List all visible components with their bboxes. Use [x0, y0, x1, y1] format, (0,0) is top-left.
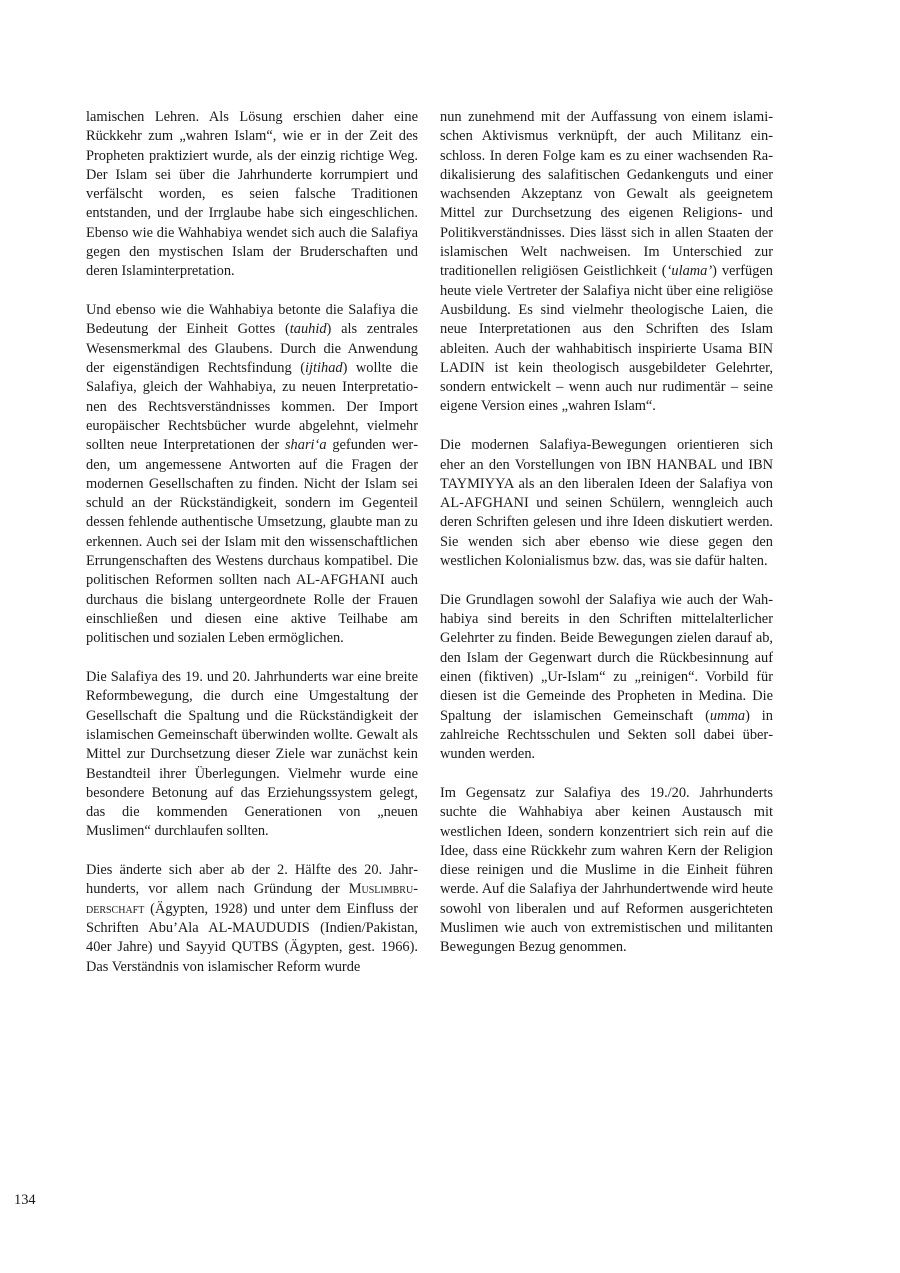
- left-paragraph-4: [86, 861, 418, 977]
- left-paragraph-1: lamischen Lehren. Als Lösung erschien daher eine Rückkehr zum „wahren Islam“, wie er in der Zeit des Propheten praktiziert wurde, als der einzig richtige Weg. Der Islam sei über die Jahrhunderte korrumpiert und verfälscht worden, es seien falsche Traditionen entstanden, und der Irrglaube habe sich eingeschlichen. Ebenso wie die Wahhabiya wendet sich auch die Salafiya gegen den mystischen Islam der Bruderschaften und deren Islaminterpretation.: [86, 109, 418, 280]
- term-sharia: shari‘a: [284, 437, 327, 454]
- left-column: [86, 108, 418, 996]
- right-paragraph-1: [440, 108, 773, 417]
- page-number: 134: [14, 1192, 36, 1208]
- right-column: [440, 108, 773, 977]
- left-paragraph-2: [86, 301, 418, 648]
- right-paragraph-2: Die modernen Salafiya-Bewegungen orientieren sich eher an den Vorstellungen von IBN HANBAL und IBN TAYMIYYA als an den liberalen Ideen der Salafiya von AL-AFGHANI und seinen Schülern, wenngleich auch deren Schriften gelesen und ihre Ideen diskutiert werden. Sie wenden sich aber ebenso wie diese gegen den westlichen Kolonialismus bzw. das, was sie dafür halten.: [440, 437, 773, 570]
- term-tauhid: tauhid: [289, 321, 327, 338]
- text-run: ) wollte die Salafiya, gleich der Wahhabiya, zu neuen Interpretationen des Rechtsverständnisses kommen. Der Import europäischer Rechtsbücher wurde abgelehnt, vielmehr sollten neue Interpretationen der: [86, 360, 418, 454]
- term-ijtihad: ijtihad: [305, 360, 343, 377]
- text-run: Und ebenso wie die Wahhabiya betonte die Salafiya die Bedeutung der Einheit Gottes (: [86, 302, 418, 338]
- text-run: ) in zahlreiche Rechtsschulen und Sekten soll dabei überwunden werden.: [440, 707, 773, 763]
- text-run: nun zunehmend mit der Auffassung von einem islamischen Aktivismus verknüpft, der auch Militanz einschloss. In deren Folge kam es zu einer wachsenden Radikalisierung des salafitischen Gedankenguts und einer wachsenden Akzeptanz von Gewalt als geeignetem Mittel zur Durchsetzung des eigenen Religions- und Politikverständnisses. Dies lässt sich in allen Staaten der islamischen Welt nachweisen. Im Unterschied zur traditionellen religiösen Geistlichkeit (: [440, 109, 773, 280]
- text-run: Dies änderte sich aber ab der 2. Hälfte des 20. Jahrhunderts, vor allem nach Gründung der: [86, 862, 418, 898]
- term-ulama: ‘ulama’: [666, 263, 713, 280]
- text-run: gefunden werden, um angemessene Antworten auf die Fragen der modernen Gesellschaften zu finden. Nicht der Islam sei schuld an der Rückständigkeit, sondern im Gegenteil dessen fehlende authentische Umsetzung, glaubte man zu erkennen. Auch sei der Islam mit den wissenschaftlichen Errungenschaften des Westens durchaus kompatibel. Die politischen Reformen sollten nach AL-AFGHANI auch durchaus die bislang untergeordnete Rolle der Frauen einschließen und diesen eine aktive Teilhabe am politischen und sozialen Leben ermöglichen.: [86, 437, 419, 647]
- right-paragraph-4: Im Gegensatz zur Salafiya des 19./20. Jahrhunderts suchte die Wahhabiya aber keinen Austausch mit westlichen Ideen, sondern konzentriert sich rein auf die Idee, dass eine Rückkehr zum wahren Kern der Religion diese reinigen und die Muslime in die Einheit führen werde. Auf die Salafiya der Jahrhundertwende wird heute sowohl von liberalen und auf Reformen ausgerichteten Muslimen wie auch von extremistischen und militanten Bewegungen Bezug genommen.: [440, 785, 773, 956]
- right-paragraph-3: [440, 591, 773, 765]
- text-run: ) als zentrales Wesensmerkmal des Glaubens. Durch die Anwendung der eigenständigen Rechtsfindung (: [86, 321, 418, 377]
- left-paragraph-3: Die Salafiya des 19. und 20. Jahrhunderts war eine breite Reformbewegung, die durch eine Umgestaltung der Gesellschaft die Spaltung und die Rückständigkeit der islamischen Gemeinschaft überwinden wollte. Gewalt als Mittel zur Durchsetzung dieser Ziele war zunächst kein Bestandteil ihrer Überlegungen. Vielmehr wurde eine besondere Betonung auf das Erziehungssystem gelegt, das die kommenden Generationen von „neuen Muslimen“ durchlaufen sollten.: [86, 669, 418, 840]
- text-run: Die Grundlagen sowohl der Salafiya wie auch der Wahhabiya sind bereits in den Schriften mittelalterlicher Gelehrter zu finden. Beide Bewegungen zielen darauf ab, den Islam der Gegenwart durch die Rückbesinnung auf einen (fiktiven) „Ur-Islam“ zu „reinigen“. Vorbild für diesen ist die Gemeinde des Propheten in Medina. Die Spaltung der islamischen Gemeinschaft (: [440, 591, 773, 724]
- term-umma: umma: [709, 707, 746, 724]
- text-run: (Ägypten, 1928) und unter dem Einfluss der Schriften Abu’Ala AL-MAUDUDIS (Indien/Pakistan, 40er Jahre) und Sayyid QUTBS (Ägypten, gest. 1966). Das Verständnis von islamischer Reform wurde: [86, 900, 418, 975]
- text-run: ) verfügen heute viele Vertreter der Salafiya nicht über eine religiöse Ausbildung. Es sind vielmehr theologische Laien, die neue Interpretationen aus den Schriften des Islam ableiten. Auch der wahhabitisch inspirierte Usama BIN LADIN ist kein theologisch ausgebildeter Gelehrter, sondern entwickelt – wenn auch nur rudimentär – seine eigene Version eines „wahren Islam“.: [440, 263, 773, 415]
- term-muslimbruderschaft: Muslimbruderschaft: [86, 881, 418, 917]
